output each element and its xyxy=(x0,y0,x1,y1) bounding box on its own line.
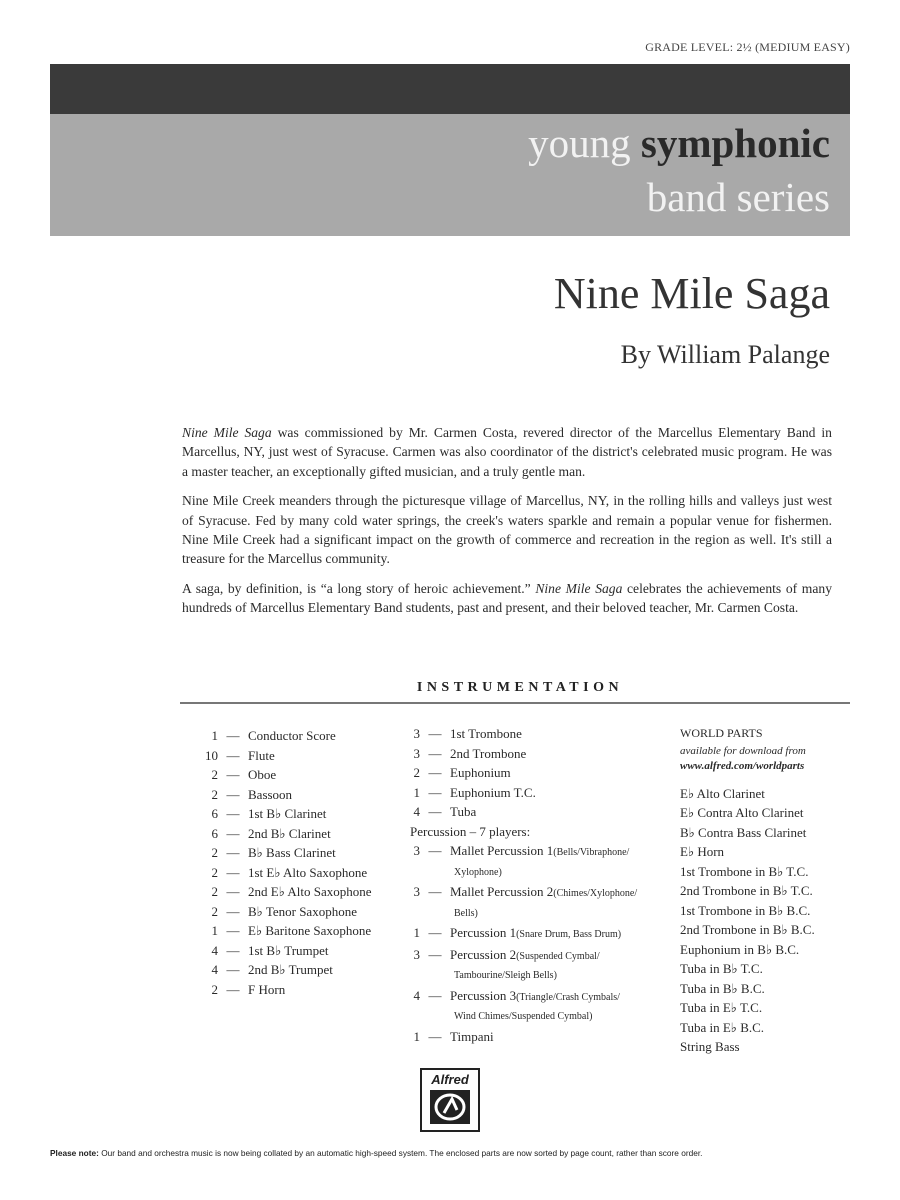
world-part-item: Tuba in E♭ B.C. xyxy=(680,1019,765,1035)
percussion-note: (Suspended Cymbal/ xyxy=(516,950,600,962)
dash: — xyxy=(226,806,240,821)
instrument-qty: 2 xyxy=(413,765,420,780)
dash: — xyxy=(226,981,240,997)
instrument-qty: 3 xyxy=(413,745,420,761)
instrument-row xyxy=(192,765,372,785)
series-symphonic: symphonic xyxy=(640,120,830,166)
world-part-item: E♭ Alto Clarinet xyxy=(680,785,765,801)
dash: — xyxy=(428,765,442,780)
instrument-row xyxy=(192,921,372,941)
paragraph-3-title: Nine Mile Saga xyxy=(535,580,623,596)
instrument-name: Percussion 3 xyxy=(450,987,517,1003)
series-banner xyxy=(50,114,850,236)
instrumentation-divider xyxy=(180,702,850,704)
instrument-name: 2nd E♭ Alto Saxophone xyxy=(248,884,372,899)
series-band: band series xyxy=(646,174,830,220)
instrument-row xyxy=(410,986,637,1008)
instrument-name: 1st E♭ Alto Saxophone xyxy=(248,864,368,880)
percussion-note: (Chimes/Xylophone/ xyxy=(553,888,638,899)
world-parts-column xyxy=(680,724,815,1057)
series-name xyxy=(528,116,830,224)
instrument-row xyxy=(192,726,372,746)
world-part-item: String Bass xyxy=(680,1039,740,1054)
instrument-name: Percussion 2 xyxy=(450,946,517,962)
instrument-row xyxy=(410,923,637,945)
percussion-note-cont: Xylophone) xyxy=(454,866,502,878)
paragraph-3-start: A saga, by definition, is “a long story of heroic achievement.” xyxy=(182,580,536,596)
instrument-qty: 4 xyxy=(211,942,218,958)
footnote-text: Our band and orchestra music is now being collated by an automatic high-speed system. The enclosed parts are now sorted by page count, rather than score order. xyxy=(98,1148,703,1158)
world-parts-list xyxy=(680,784,815,1057)
instrument-qty: 6 xyxy=(211,825,218,841)
dash: — xyxy=(226,786,240,802)
dash: — xyxy=(226,884,240,899)
piece-title: Nine Mile Saga xyxy=(553,269,830,318)
world-part-item: E♭ Horn xyxy=(680,844,725,859)
instrument-name: Mallet Percussion 2 xyxy=(450,884,554,899)
instrument-row xyxy=(192,843,372,863)
brass-list xyxy=(410,724,637,822)
dash: — xyxy=(226,903,240,919)
world-part-item: Tuba in B♭ B.C. xyxy=(680,980,765,996)
dash: — xyxy=(226,845,240,860)
instrument-column-1 xyxy=(192,726,372,999)
instrument-qty: 2 xyxy=(211,845,218,860)
instrument-qty: 2 xyxy=(211,981,218,997)
instrument-name: Mallet Percussion 1 xyxy=(450,843,554,858)
instrument-qty: 3 xyxy=(413,726,420,741)
world-parts-title: WORLD PARTS xyxy=(680,726,763,740)
instrument-qty: 2 xyxy=(211,786,218,802)
world-part-item: Tuba in B♭ T.C. xyxy=(680,961,763,976)
percussion-list xyxy=(410,841,637,1027)
paragraph-2: Nine Mile Creek meanders through the picturesque village of Marcellus, NY, in the rolling hills and valleys just west of Syracuse. Fed by many cold water springs, the creek's waters sparkle and remain a popular venue for fishermen. Nine Mile Creek had a significant impact on the growth of commerce and recreation in the region as well. It's still a treasure for the Marcellus community. xyxy=(182,493,832,567)
instrument-qty: 1 xyxy=(211,923,218,938)
instrument-row xyxy=(192,902,372,922)
instrument-row xyxy=(192,980,372,1000)
instrument-row xyxy=(410,763,637,783)
dash: — xyxy=(428,987,442,1003)
dash: — xyxy=(226,825,240,841)
instrument-row xyxy=(410,1027,637,1047)
percussion-note: (Triangle/Crash Cymbals/ xyxy=(516,991,620,1003)
instrument-name: 1st Trombone xyxy=(450,726,522,741)
instrument-name: Flute xyxy=(248,747,275,763)
instrument-column-2 xyxy=(410,724,637,1046)
world-part-item: Tuba in E♭ T.C. xyxy=(680,1000,763,1015)
instrument-row xyxy=(192,746,372,766)
paragraph-3-text: celebrates the achievements of many hundreds of Marcellus Elementary Band students, past and present, and their beloved teacher, Mr. Carmen Costa. xyxy=(182,580,833,616)
instrument-qty: 1 xyxy=(211,728,218,743)
world-parts-subtitle: available for download from xyxy=(680,744,806,757)
dash: — xyxy=(226,767,240,782)
percussion-heading: Percussion – 7 players: xyxy=(410,823,531,839)
instrument-qty: 2 xyxy=(211,884,218,899)
instrument-qty: 2 xyxy=(211,767,218,782)
dash: — xyxy=(428,784,442,800)
dash: — xyxy=(226,923,240,938)
instrument-name: Conductor Score xyxy=(248,728,336,743)
instrument-name: E♭ Baritone Saxophone xyxy=(248,923,372,938)
instrument-qty: 3 xyxy=(413,884,420,899)
paragraph-1-text: was commissioned by Mr. Carmen Costa, revered director of the Marcellus Elementary Band in Marcellus, NY, just west of Syracuse. Carmen was also coordinator of the district's celebrated music program. He was a master teacher, an exceptionally gifted musician, and a truly gentle man. xyxy=(182,425,832,479)
header-dark-band xyxy=(50,64,850,114)
instrument-name: Bassoon xyxy=(248,786,293,802)
dash: — xyxy=(428,925,442,940)
percussion-note: (Bells/Vibraphone/ xyxy=(553,847,630,858)
instrument-row xyxy=(410,802,637,822)
instrument-name-wrap xyxy=(450,923,621,945)
instrument-row xyxy=(192,804,372,824)
logo-emblem-icon xyxy=(430,1090,470,1124)
dash: — xyxy=(226,962,240,977)
instrument-row xyxy=(410,882,637,904)
instrument-name: B♭ Tenor Saxophone xyxy=(248,903,357,919)
instrument-name: 1st B♭ Clarinet xyxy=(248,806,327,821)
instrument-row xyxy=(192,882,372,902)
footnote-label: Please note: xyxy=(50,1148,99,1158)
instrument-row xyxy=(410,945,637,967)
percussion-note-cont: Tambourine/Sleigh Bells) xyxy=(454,970,557,981)
dash: — xyxy=(428,946,442,962)
percussion-note-cont: Bells) xyxy=(454,907,478,919)
instrument-name-wrap xyxy=(450,882,637,904)
dash: — xyxy=(428,745,442,761)
instrument-qty: 1 xyxy=(413,1028,420,1044)
instrument-name: 2nd Trombone xyxy=(450,745,527,761)
instrument-row xyxy=(192,960,372,980)
dash: — xyxy=(226,864,240,880)
dash: — xyxy=(226,747,240,763)
percussion-note: (Snare Drum, Bass Drum) xyxy=(516,929,622,940)
instrument-name-wrap xyxy=(450,986,620,1008)
instrument-qty: 4 xyxy=(413,804,420,819)
instrument-qty: 1 xyxy=(413,784,420,800)
dash: — xyxy=(428,804,442,819)
footnote xyxy=(50,1148,860,1158)
instrument-name: Oboe xyxy=(248,767,277,782)
instrument-name: Euphonium xyxy=(450,765,511,780)
program-notes xyxy=(182,423,832,628)
dash: — xyxy=(428,884,442,899)
instrument-qty: 2 xyxy=(211,903,218,919)
composer: By William Palange xyxy=(620,340,830,369)
instrument-row xyxy=(410,744,637,764)
instrument-name: 1st B♭ Trumpet xyxy=(248,942,329,958)
instrument-name: 2nd B♭ Trumpet xyxy=(248,962,333,977)
percussion-note-cont: Wind Chimes/Suspended Cymbal) xyxy=(454,1011,593,1022)
world-part-item: Euphonium in B♭ B.C. xyxy=(680,941,800,957)
instrument-qty: 6 xyxy=(211,806,218,821)
instrument-row xyxy=(192,863,372,883)
alfred-logo xyxy=(420,1068,480,1132)
instrument-row xyxy=(192,785,372,805)
world-part-item: E♭ Contra Alto Clarinet xyxy=(680,805,804,820)
paragraph-3 xyxy=(182,579,832,618)
world-part-item: 2nd Trombone in B♭ B.C. xyxy=(680,922,815,937)
instrument-qty: 3 xyxy=(413,843,420,858)
world-parts-url[interactable]: www.alfred.com/worldparts xyxy=(680,759,805,772)
instrument-name: Tuba xyxy=(450,804,477,819)
instrument-row xyxy=(192,824,372,844)
dash: — xyxy=(226,728,240,743)
instrument-row xyxy=(192,941,372,961)
instrumentation-heading: INSTRUMENTATION xyxy=(416,680,624,695)
instrument-row xyxy=(410,724,637,744)
instrument-name: Euphonium T.C. xyxy=(450,784,536,800)
instrument-row xyxy=(410,783,637,803)
dash: — xyxy=(428,843,442,858)
grade-level: GRADE LEVEL: 2½ (MEDIUM EASY) xyxy=(645,40,850,54)
instrument-row xyxy=(410,841,637,863)
instrument-qty: 10 xyxy=(205,747,218,763)
world-part-item: B♭ Contra Bass Clarinet xyxy=(680,824,807,840)
dash: — xyxy=(428,1028,442,1044)
dash: — xyxy=(226,942,240,958)
world-part-item: 1st Trombone in B♭ T.C. xyxy=(680,863,809,879)
world-part-item: 2nd Trombone in B♭ T.C. xyxy=(680,883,813,898)
instrument-name-wrap xyxy=(450,841,629,863)
instrument-name: B♭ Bass Clarinet xyxy=(248,845,336,860)
paragraph-1 xyxy=(182,423,832,481)
instrument-name: Timpani xyxy=(450,1028,494,1044)
instrument-name: F Horn xyxy=(248,981,286,997)
instrument-qty: 2 xyxy=(211,864,218,880)
dash: — xyxy=(428,726,442,741)
instrument-name: 2nd B♭ Clarinet xyxy=(248,825,331,841)
paragraph-1-title: Nine Mile Saga xyxy=(182,425,272,440)
logo-text: Alfred xyxy=(431,1072,469,1087)
world-part-item: 1st Trombone in B♭ B.C. xyxy=(680,902,811,918)
instrument-name: Percussion 1 xyxy=(450,925,517,940)
instrument-name-wrap xyxy=(450,945,600,967)
instrument-qty: 4 xyxy=(413,987,420,1003)
series-young: young xyxy=(528,120,631,166)
instrument-qty: 3 xyxy=(413,946,420,962)
instrument-qty: 4 xyxy=(211,962,218,977)
instrument-qty: 1 xyxy=(413,925,420,940)
